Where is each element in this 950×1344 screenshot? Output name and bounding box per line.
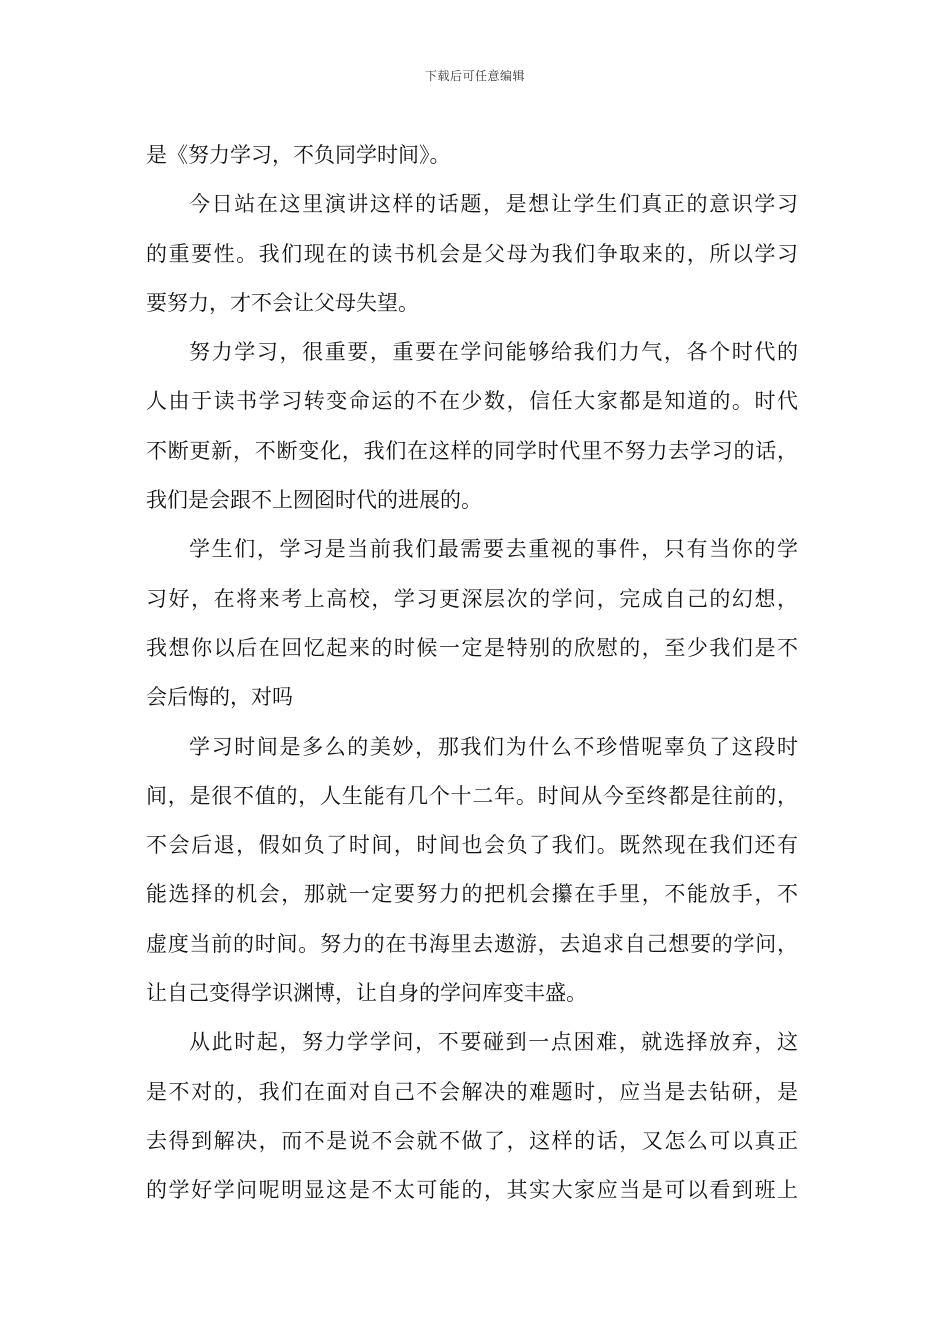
text-line: 我想你以后在回忆起来的时候一定是特别的欣慰的，至少我们是不 (146, 635, 798, 660)
document-body (146, 131, 798, 1216)
page-header: 下载后可任意编辑 (424, 69, 525, 83)
text-line: 我们是会跟不上囫囵时代的进展的。 (146, 488, 482, 513)
text-line: 的重要性。我们现在的读书机会是父母为我们争取来的，所以学习 (146, 241, 798, 266)
text-line: 学习时间是多么的美妙，那我们为什么不珍惜呢辜负了这段时 (189, 734, 798, 759)
text-line: 不会后退，假如负了时间，时间也会负了我们。既然现在我们还有 (146, 833, 798, 858)
text-line: 的学好学问呢明显这是不太可能的，其实大家应当是可以看到班上 (146, 1178, 798, 1203)
text-line: 能选择的机会，那就一定要努力的把机会攥在手里，不能放手，不 (146, 882, 798, 907)
text-line: 间，是很不值的，人生能有几个十二年。时间从今至终都是往前的， (146, 783, 798, 808)
text-line: 从此时起，努力学学问，不要碰到一点困难，就选择放弃，这 (189, 1030, 798, 1055)
text-line: 虚度当前的时间。努力的在书海里去遨游，去追求自己想要的学问， (146, 931, 798, 956)
text-line: 是《努力学习，不负同学时间》。 (146, 143, 451, 167)
text-line: 今日站在这里演讲这样的话题，是想让学生们真正的意识学习 (189, 192, 798, 217)
text-line: 去得到解决，而不是说不会就不做了，这样的话，又怎么可以真正 (146, 1128, 798, 1153)
text-line: 会后悔的，对吗 (146, 685, 293, 710)
text-line: 努力学习，很重要，重要在学问能够给我们力气，各个时代的 (189, 340, 798, 365)
text-line: 让自己变得学识渊博，让自身的学问库变丰盛。 (146, 981, 587, 1006)
text-line: 是不对的，我们在面对自己不会解决的难题时，应当是去钻研，是 (146, 1079, 798, 1104)
text-line: 不断更新，不断变化，我们在这样的同学时代里不努力去学习的话， (146, 438, 798, 463)
text-line: 学生们，学习是当前我们最需要去重视的事件，只有当你的学 (189, 537, 798, 562)
text-line: 要努力，才不会让父母失望。 (146, 290, 419, 315)
text-line: 人由于读书学习转变命运的不在少数，信任大家都是知道的。时代 (146, 389, 798, 414)
text-line: 习好，在将来考上高校，学习更深层次的学问，完成自己的幻想， (146, 586, 798, 611)
